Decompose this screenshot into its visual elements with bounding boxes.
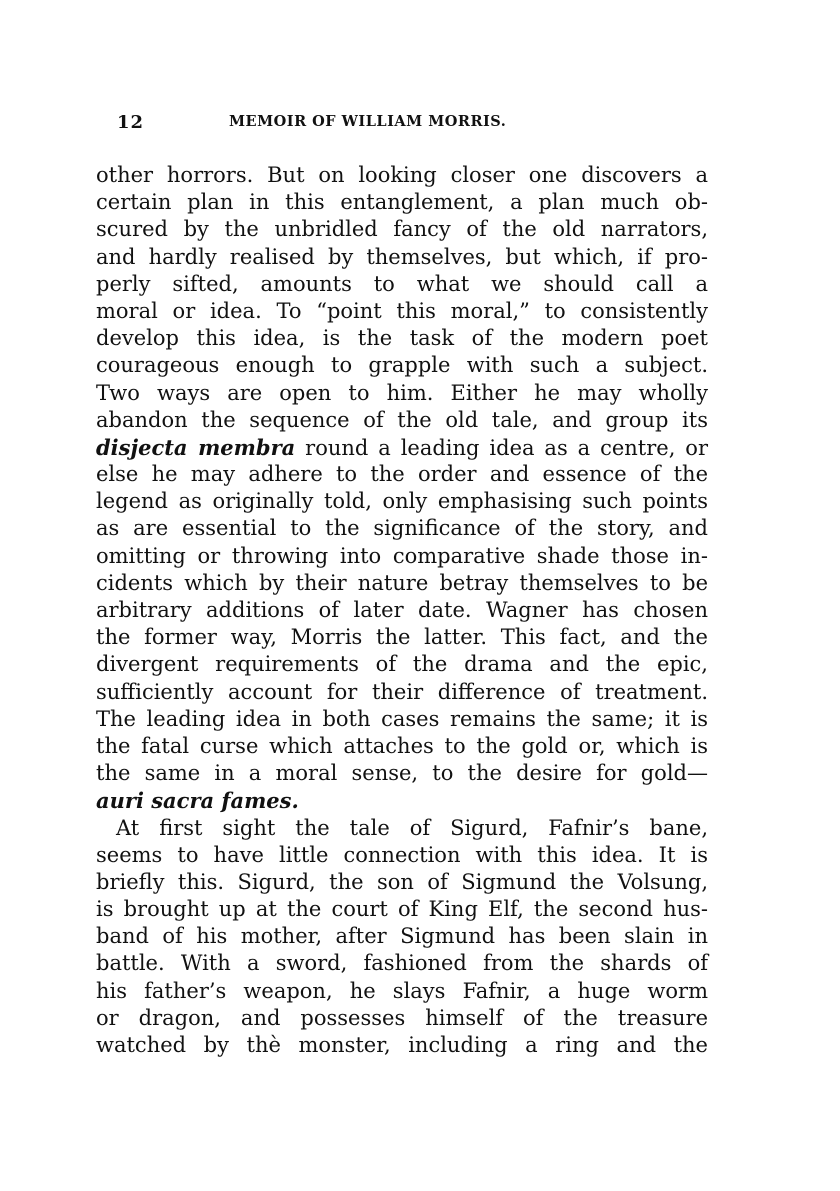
text-line: abandon the sequence of the old tale, and group its [96, 407, 708, 432]
text-line: sufficiently account for their difference of treatment. [96, 679, 708, 704]
text-line: legend as originally told, only emphasising such points [96, 489, 708, 514]
text-line: develop this idea, is the task of the modern poet [96, 326, 708, 351]
running-title: MEMOIR OF WILLIAM MORRIS. [229, 113, 507, 130]
text-line: as are essential to the significance of the story, and [96, 516, 708, 541]
text-line: cidents which by their nature betray themselves to be [96, 570, 708, 595]
page-header [117, 112, 707, 136]
page-number: 12 [117, 112, 145, 133]
text-line: the former way, Morris the latter. This fact, and the [96, 625, 708, 650]
italic-phrase: disjecta membra [96, 434, 296, 460]
text-line: Two ways are open to him. Either he may wholly [96, 380, 708, 405]
text-line [96, 787, 708, 814]
text-line: his father’s weapon, he slays Fafnir, a huge worm [96, 978, 708, 1003]
text-line: divergent requirements of the drama and the epic, [96, 652, 708, 677]
text-line: is brought up at the court of King Elf, the second hus- [96, 897, 708, 922]
text-line: the fatal curse which attaches to the gold or, which is [96, 733, 708, 758]
text-line: certain plan in this entanglement, a plan much ob- [96, 190, 708, 215]
text-line: omitting or throwing into comparative shade those in- [96, 543, 708, 568]
body-text [96, 162, 708, 1059]
text-line: or dragon, and possesses himself of the treasure [96, 1005, 708, 1030]
text-line: courageous enough to grapple with such a subject. [96, 353, 708, 378]
italic-phrase: auri sacra fames. [96, 788, 299, 814]
text-line: battle. With a sword, fashioned from the shards of [96, 951, 708, 976]
text-line: briefly this. Sigurd, the son of Sigmund the Volsung, [96, 869, 708, 894]
text-line: band of his mother, after Sigmund has been slain in [96, 924, 708, 949]
text-line: watched by thè monster, including a ring and the [96, 1033, 708, 1057]
text-line: other horrors. But on looking closer one discovers a [96, 163, 708, 187]
text-line: At first sight the tale of Sigurd, Fafnir’s bane, [116, 815, 708, 840]
text-line: scured by the unbridled fancy of the old narrators, [96, 217, 708, 242]
text-line [96, 434, 708, 461]
text-line: seems to have little connection with this idea. It is [96, 842, 708, 867]
text-line: and hardly realised by themselves, but which, if pro- [96, 244, 708, 269]
text-line: the same in a moral sense, to the desire for gold— [96, 761, 708, 786]
text-line: The leading idea in both cases remains the same; it is [96, 706, 708, 731]
text-span: round a leading idea as a centre, or [295, 435, 708, 460]
text-line: else he may adhere to the order and essence of the [96, 462, 708, 487]
text-line: moral or idea. To “point this moral,” to consistently [96, 298, 708, 323]
text-line: arbitrary additions of later date. Wagner has chosen [96, 598, 708, 622]
text-line: perly sifted, amounts to what we should call a [96, 271, 708, 296]
